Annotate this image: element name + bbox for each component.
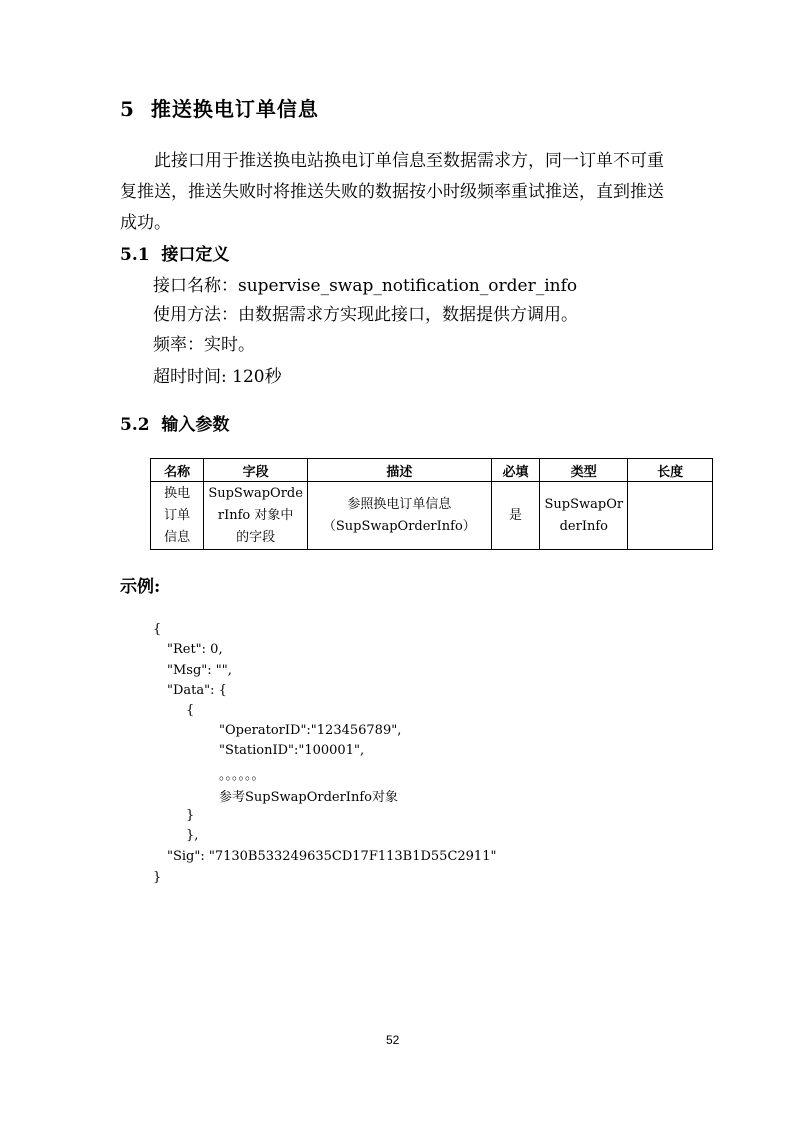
- input-params-table: [150, 458, 713, 550]
- usage-line: 使用方法：由数据需求方实现此接口，数据提供方调用。: [153, 305, 578, 325]
- cell-type: SupSwapOr derInfo: [540, 482, 628, 550]
- col-header-length: 长度: [628, 459, 713, 482]
- col-header-field: 字段: [204, 459, 308, 482]
- code-line: "Sig": "7130B533249635CD17F113B1D55C2911": [167, 849, 497, 864]
- code-line: 参考SupSwapOrderInfo对象: [219, 790, 398, 805]
- code-line: },: [186, 828, 199, 843]
- col-header-desc: 描述: [307, 459, 491, 482]
- frequency-line: 频率：实时。: [153, 335, 255, 355]
- col-header-required: 必填: [491, 459, 540, 482]
- code-line: {: [153, 622, 162, 637]
- code-line: }: [153, 870, 162, 885]
- code-line: {: [186, 703, 195, 718]
- subsection-title: 输入参数: [161, 415, 230, 435]
- code-line: "StationID":"100001",: [219, 743, 365, 758]
- cell-name: 换电 订单 信息: [151, 482, 204, 550]
- section-heading: [120, 93, 319, 122]
- example-heading: 示例:: [120, 577, 161, 597]
- subsection-heading-definition: [120, 240, 229, 265]
- code-line: 。。。。。。: [219, 768, 265, 783]
- intro-paragraph: 此接口用于推送换电站换电订单信息至数据需求方，同一订单不可重复推送，推送失败时将推送失败的数据按小时级频率重试推送，直到推送成功。: [120, 151, 664, 233]
- cell-length: [628, 482, 713, 550]
- cell-desc: 参照换电订单信息 （SupSwapOrderInfo）: [307, 482, 491, 550]
- col-header-name: 名称: [151, 459, 204, 482]
- table-header-row: [151, 459, 713, 482]
- section-title: 推送换电订单信息: [150, 97, 319, 121]
- timeout-line: 超时时间: 120秒: [153, 367, 282, 387]
- subsection-number: 5.1: [120, 245, 150, 265]
- interface-name-line: 接口名称：supervise_swap_notification_order_info: [153, 276, 578, 296]
- cell-field: SupSwapOrde rInfo 对象中 的字段: [204, 482, 308, 550]
- code-line: "Ret": 0,: [167, 642, 223, 657]
- subsection-heading-params: [120, 410, 229, 435]
- section-number: 5: [120, 97, 135, 121]
- page-number: 52: [386, 1033, 400, 1047]
- col-header-type: 类型: [540, 459, 628, 482]
- table-row: [151, 482, 713, 550]
- code-line: }: [186, 808, 195, 823]
- code-line: "Data": {: [167, 683, 227, 698]
- code-line: "Msg": "",: [167, 663, 232, 678]
- code-line: "OperatorID":"123456789",: [219, 723, 402, 738]
- cell-required: 是: [491, 482, 540, 550]
- subsection-title: 接口定义: [161, 245, 230, 265]
- subsection-number: 5.2: [120, 415, 150, 435]
